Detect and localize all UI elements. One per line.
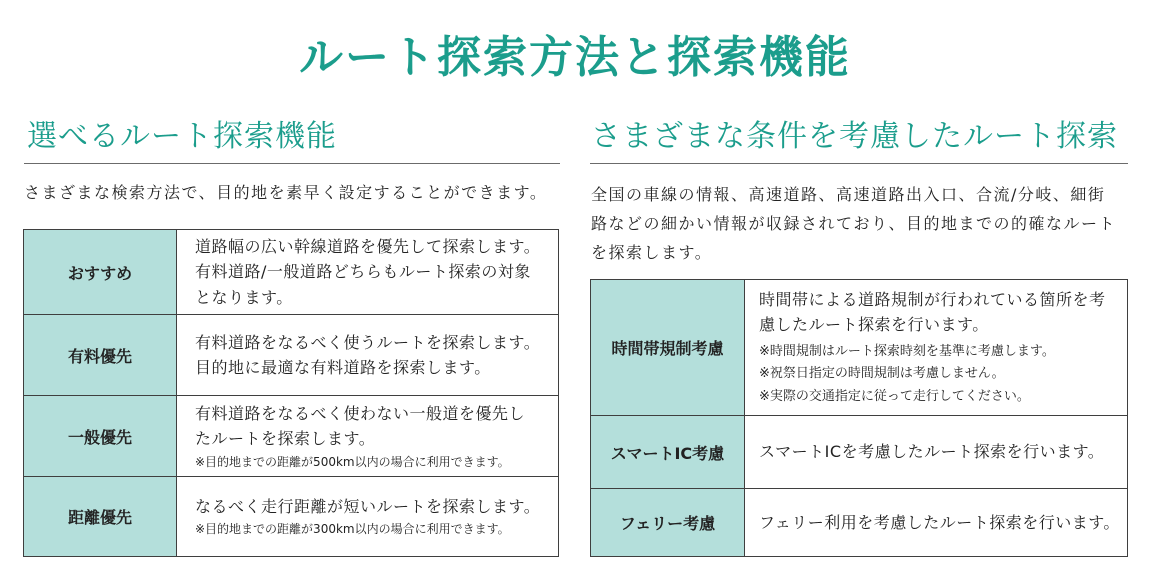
- table-row: [24, 230, 558, 314]
- description-line: なるべく走行距離が短いルートを探索します。: [195, 496, 541, 516]
- description-line: 時間帯による道路規制が行われている箇所を考: [759, 289, 1106, 309]
- description-line: 道路幅の広い幹線道路を優先して探索します。: [195, 236, 541, 256]
- description-line: 全国の車線の情報、高速道路、高速道路出入口、合流/分岐、細街: [591, 185, 1106, 204]
- row-label: フェリー考慮: [591, 489, 745, 556]
- table-row: [24, 476, 558, 556]
- description-line: 有料道路をなるべく使うルートを探索します。: [195, 332, 541, 352]
- route-search-conditions-table: [590, 279, 1128, 557]
- table-row: [24, 395, 558, 476]
- row-note: ※目的地までの距離が300km以内の場合に利用できます。: [195, 522, 510, 537]
- description-line: を探索します。: [591, 243, 713, 262]
- route-search-methods-table: [23, 229, 559, 557]
- row-label: 距離優先: [24, 477, 177, 556]
- row-description: [177, 230, 558, 314]
- row-notes: [759, 341, 1127, 409]
- row-label: 有料優先: [24, 315, 177, 395]
- row-note: ※祝祭日指定の時間規制は考慮しません。: [759, 366, 1005, 382]
- description-line: 有料道路/一般道路どちらもルート探索の対象: [195, 262, 531, 282]
- description-line: スマートICを考慮したルート探索を行います。: [759, 442, 1105, 462]
- row-note: ※時間規制はルート探索時刻を基準に考慮します。: [759, 343, 1055, 359]
- section-divider: [24, 163, 560, 164]
- description-line: たルートを探索します。: [195, 429, 376, 448]
- row-description: [177, 315, 558, 395]
- description-line: 慮したルート探索を行います。: [759, 315, 989, 335]
- description-line: 目的地に最適な有料道路を探索します。: [195, 358, 491, 377]
- table-row: [591, 280, 1127, 415]
- section-description: [591, 180, 1116, 267]
- row-description: [177, 477, 558, 556]
- row-note: ※実際の交通指定に従って走行してください。: [759, 388, 1030, 404]
- description-line: フェリー利用を考慮したルート探索を行います。: [759, 512, 1120, 532]
- description-line: となります。: [195, 287, 293, 307]
- row-description: [745, 416, 1127, 488]
- section-description: さまざまな検索方法で、目的地を素早く設定することができます。: [24, 183, 548, 202]
- row-label: スマートIC考慮: [591, 416, 745, 488]
- table-row: [591, 488, 1127, 556]
- table-row: [24, 314, 558, 395]
- section-heading: 選べるルート探索機能: [27, 119, 337, 154]
- section-divider: [590, 163, 1128, 164]
- row-label: おすすめ: [24, 230, 177, 314]
- row-description: [745, 489, 1127, 556]
- row-note: ※目的地までの距離が500km以内の場合に利用できます。: [195, 454, 510, 469]
- section-heading: さまざまな条件を考慮したルート探索: [591, 119, 1118, 154]
- table-row: [591, 415, 1127, 488]
- description-line: 路などの細かい情報が収録されており、目的地までの的確なルート: [591, 214, 1117, 233]
- row-description: [745, 280, 1127, 415]
- description-line: 有料道路をなるべく使わない一般道を優先し: [195, 403, 526, 423]
- page-title: ルート探索方法と探索機能: [299, 32, 851, 83]
- row-description: [177, 396, 558, 476]
- row-label: 一般優先: [24, 396, 177, 476]
- row-label: 時間帯規制考慮: [591, 280, 745, 415]
